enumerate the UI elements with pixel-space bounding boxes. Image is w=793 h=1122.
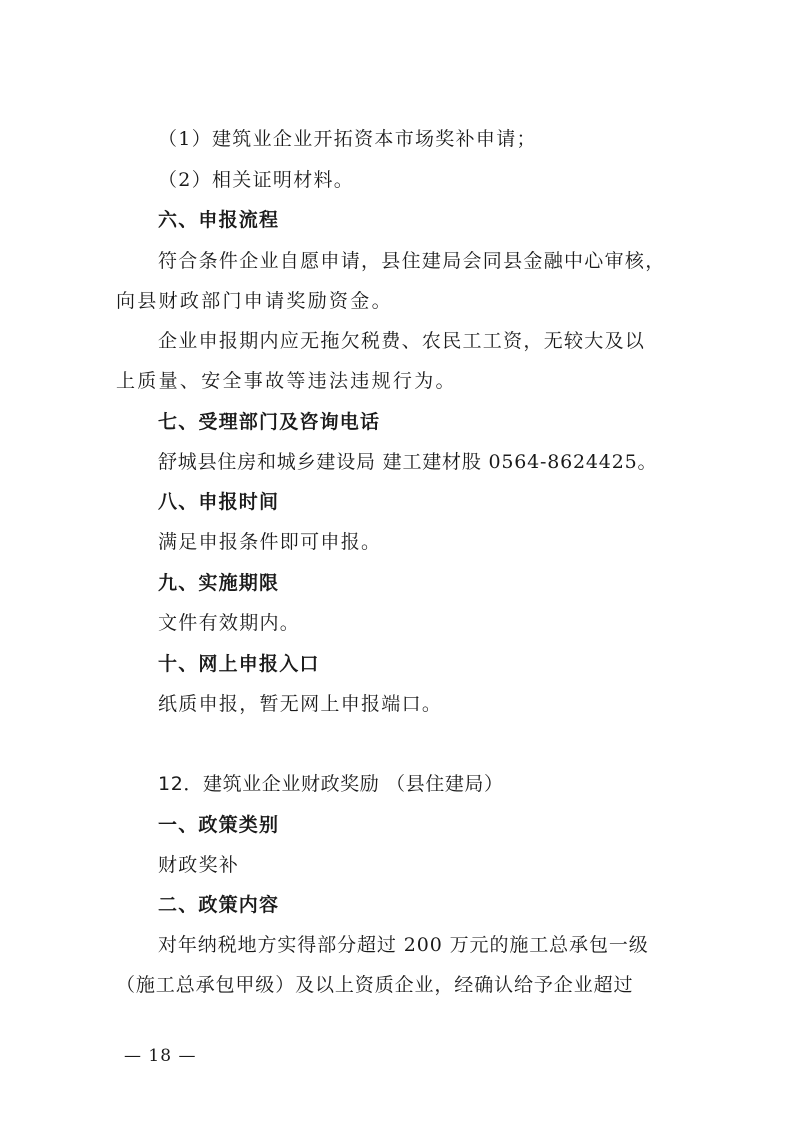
policy-12-title: 12．建筑业企业财政奖励 （县住建局） <box>158 773 504 795</box>
application-time-text: 满足申报条件即可申报。 <box>158 531 382 553</box>
process-paragraph-1-line-1: 符合条件企业自愿申请，县住建局会同县金融中心审核， <box>158 250 666 272</box>
process-paragraph-2-line-1: 企业申报期内应无拖欠税费、农民工工资，无较大及以 <box>158 330 646 352</box>
list-item-1: （1）建筑业企业开拓资本市场奖补申请； <box>158 128 537 150</box>
section-heading-policy-content: 二、政策内容 <box>158 894 280 916</box>
section-heading-contact: 七、受理部门及咨询电话 <box>158 411 381 433</box>
online-entry-text: 纸质申报，暂无网上申报端口。 <box>158 693 443 715</box>
section-heading-policy-category: 一、政策类别 <box>158 814 280 836</box>
page-number: — 18 — <box>124 1046 197 1066</box>
policy-category-text: 财政奖补 <box>158 854 240 876</box>
implementation-period-text: 文件有效期内。 <box>158 612 301 634</box>
section-heading-application-time: 八、申报时间 <box>158 491 280 513</box>
section-heading-application-process: 六、申报流程 <box>158 209 280 231</box>
contact-text: 舒城县住房和城乡建设局 建工建材股 0564-8624425。 <box>158 451 658 473</box>
section-heading-implementation-period: 九、实施期限 <box>158 572 280 594</box>
policy-content-line-1: 对年纳税地方实得部分超过 200 万元的施工总承包一级 <box>158 934 649 956</box>
section-heading-online-entry: 十、网上申报入口 <box>158 653 320 675</box>
process-paragraph-1-line-2: 向县财政部门申请奖励资金。 <box>116 290 393 312</box>
process-paragraph-2-line-2: 上质量、安全事故等违法违规行为。 <box>116 370 457 392</box>
policy-content-line-2: （施工总承包甲级）及以上资质企业，经确认给予企业超过 <box>116 974 634 996</box>
list-item-2: （2）相关证明材料。 <box>158 169 355 191</box>
